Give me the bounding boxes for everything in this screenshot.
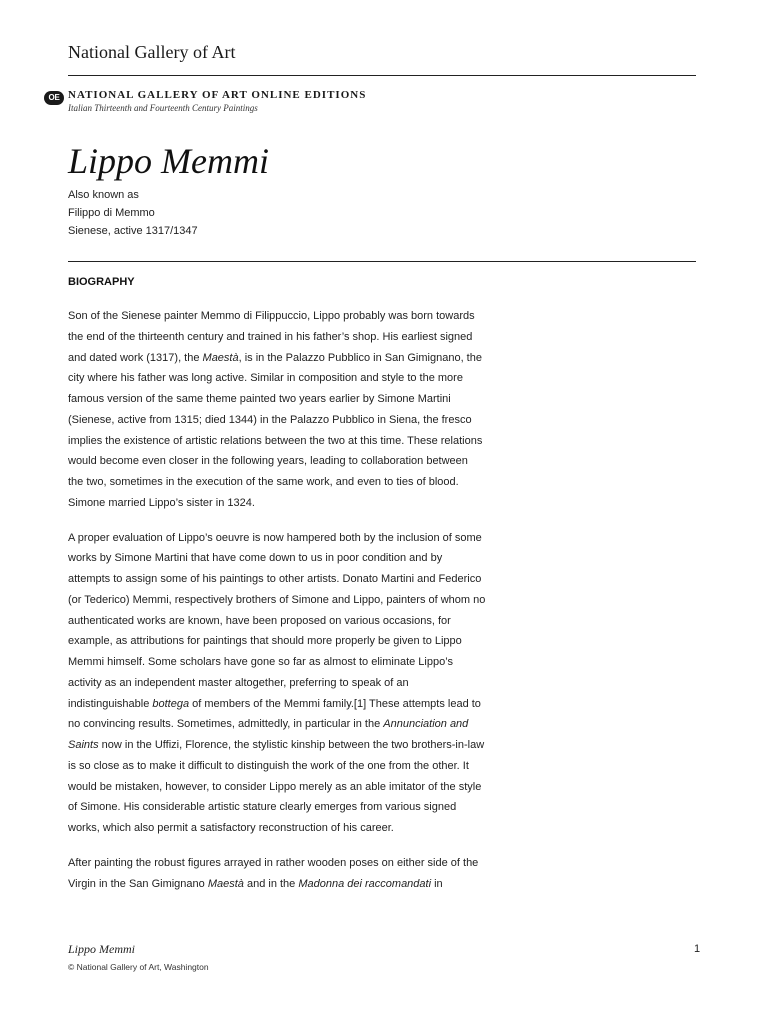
italic-title-text: bottega bbox=[152, 697, 190, 710]
paragraph-text: A proper evaluation of Lippo’s oeuvre is now hampered both by the inclusion of some works by Simone Martini that have come down to us in poor condition and by attempts to assign some of his paintings to other artists. Donato Martini and Federico (or Tederico) Memmi, respectively brothers of Simone and Lippo, painters of whom no authenticated works are known, have been proposed on various occasions, for example, as attributions for paintings that should more properly be given to Lippo Memmi himself. Some scholars have gone so far as almost to eliminate Lippo’s activity as an independent master altogether, preferring to speak of an indistinguishable bbox=[68, 531, 486, 710]
also-known-as-label: Also known as bbox=[68, 189, 139, 201]
italic-title-text: Annunciation and Saints bbox=[68, 718, 469, 751]
paragraph-text: Son of the Sienese painter Memmo di Filippuccio, Lippo probably was born towards the end of the thirteenth century and trained in his father’s shop. His earliest signed and dated work (1317), the bbox=[68, 310, 475, 364]
online-editions-logo-icon: OE bbox=[44, 91, 64, 105]
biography-paragraph bbox=[68, 853, 486, 895]
page-number: 1 bbox=[694, 943, 701, 955]
italic-title-text: Madonna dei raccomandati bbox=[298, 877, 432, 890]
paragraph-text: and in the bbox=[243, 877, 299, 890]
paragraph-text: now in the Uffizi, Florence, the stylistic kinship between the two brothers-in-law is so close as to make it difficult to distinguish the work of the one from the other. It would be mistaken, however, to consider Lippo merely as an able imitator of the style of Simone. His considerable artistic stature clearly emerges from various signed works, which also permit a satisfactory reconstruction of his career. bbox=[68, 739, 485, 834]
section-divider bbox=[68, 261, 696, 262]
biography-text bbox=[68, 306, 486, 908]
paragraph-text: , is in the Palazzo Pubblico in San Gimignano, the city where his father was long active. Similar in composition and style to the more famous version of the same theme painted two years earlier by Simone Martini (Sienese, active from 1315; died 1344) in the Palazzo Pubblico in Siena, the fresco implies the existence of artistic relations between the two at this time. These relations would become even closer in the following years, leading to collaboration between the two, sometimes in the execution of the same work, and even to ties of blood. Simone married Lippo’s sister in 1324. bbox=[68, 351, 483, 509]
biography-paragraph bbox=[68, 528, 486, 839]
biography-paragraph bbox=[68, 306, 486, 514]
footer-copyright: © National Gallery of Art, Washington bbox=[68, 962, 209, 972]
paragraph-text: in bbox=[431, 877, 443, 890]
footer-artist-name: Lippo Memmi bbox=[68, 942, 135, 956]
biography-heading: BIOGRAPHY bbox=[68, 276, 135, 288]
artist-name-heading: Lippo Memmi bbox=[68, 141, 269, 181]
edition-subtitle: Italian Thirteenth and Fourteenth Century Paintings bbox=[68, 103, 258, 113]
italic-title-text: Maestà bbox=[207, 877, 244, 890]
site-title: National Gallery of Art bbox=[68, 42, 236, 62]
italic-title-text: Maestà bbox=[202, 351, 239, 364]
paragraph-text: After painting the robust figures arrayed in rather wooden poses on either side of the Virgin in the San Gimignano bbox=[68, 856, 479, 890]
artist-school-active: Sienese, active 1317/1347 bbox=[68, 225, 198, 237]
artist-alias: Filippo di Memmo bbox=[68, 207, 155, 219]
header-divider bbox=[68, 75, 696, 76]
edition-title: NATIONAL GALLERY OF ART ONLINE EDITIONS bbox=[68, 89, 367, 101]
paragraph-text: of members of the Memmi family.[1] These attempts lead to no convincing results. Sometimes, admittedly, in particular in the bbox=[68, 697, 481, 731]
